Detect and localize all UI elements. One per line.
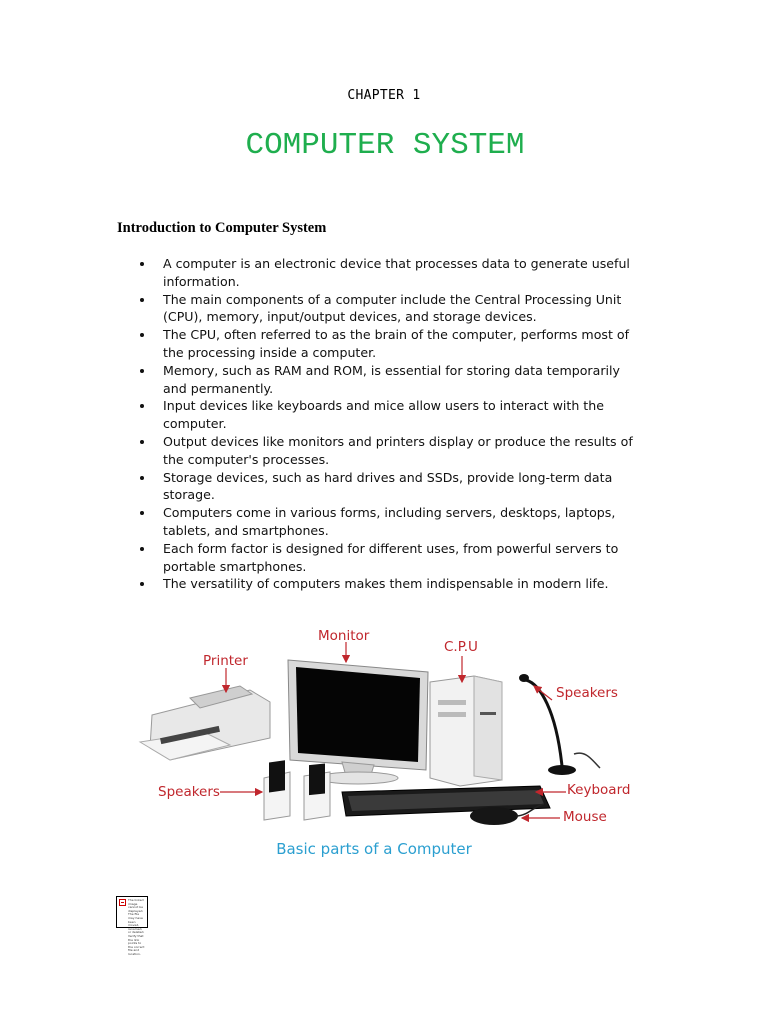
speakers-left-label: Speakers (158, 784, 220, 800)
list-item: The CPU, often referred to as the brain of the computer, performs most of the processing inside a computer. (139, 326, 639, 362)
bullet-icon (140, 404, 144, 408)
bullet-icon (140, 262, 144, 266)
computer-parts-figure (130, 620, 650, 860)
list-item: The main components of a computer include the Central Processing Unit (CPU), memory, input/output devices, and storage devices. (139, 291, 639, 327)
broken-image-text: The linked image cannot be displayed. The file may have been moved, renamed, or deleted. Verify that the link points to the correct file and location. (128, 898, 145, 956)
page-title: COMPUTER SYSTEM (245, 128, 525, 163)
broken-image-icon (119, 899, 126, 906)
cpu-label: C.P.U (444, 639, 478, 655)
cpu-tower-icon (430, 676, 502, 786)
bullet-list (139, 255, 639, 593)
broken-image-placeholder (116, 896, 148, 956)
bullet-icon (140, 440, 144, 444)
bullet-icon (140, 298, 144, 302)
speakers-right-label: Speakers (556, 685, 618, 701)
list-item: The versatility of computers makes them indispensable in modern life. (139, 575, 639, 593)
keyboard-label: Keyboard (567, 782, 631, 798)
chapter-label: CHAPTER 1 (347, 88, 421, 103)
bullet-icon (140, 547, 144, 551)
list-item: Each form factor is designed for different uses, from powerful servers to portable smartphones. (139, 540, 639, 576)
keyboard-icon (342, 786, 550, 816)
list-item: Input devices like keyboards and mice allow users to interact with the computer. (139, 397, 639, 433)
list-item: A computer is an electronic device that processes data to generate useful information. (139, 255, 639, 291)
bullet-icon (140, 476, 144, 480)
printer-label: Printer (203, 653, 248, 669)
bullet-icon (140, 369, 144, 373)
monitor-label: Monitor (318, 628, 370, 644)
list-item: Computers come in various forms, including servers, desktops, laptops, tablets, and smartphones. (139, 504, 639, 540)
bullet-icon (140, 582, 144, 586)
figure-caption: Basic parts of a Computer (276, 840, 472, 858)
bullet-icon (140, 511, 144, 515)
section-heading: Introduction to Computer System (117, 220, 327, 236)
list-item: Memory, such as RAM and ROM, is essential for storing data temporarily and permanently. (139, 362, 639, 398)
list-item: Output devices like monitors and printers display or produce the results of the computer's processes. (139, 433, 639, 469)
printer-icon (140, 686, 270, 760)
bullet-icon (140, 333, 144, 337)
list-item: Storage devices, such as hard drives and SSDs, provide long-term data storage. (139, 469, 639, 505)
speakers-icon (264, 760, 330, 820)
mouse-label: Mouse (563, 809, 607, 825)
